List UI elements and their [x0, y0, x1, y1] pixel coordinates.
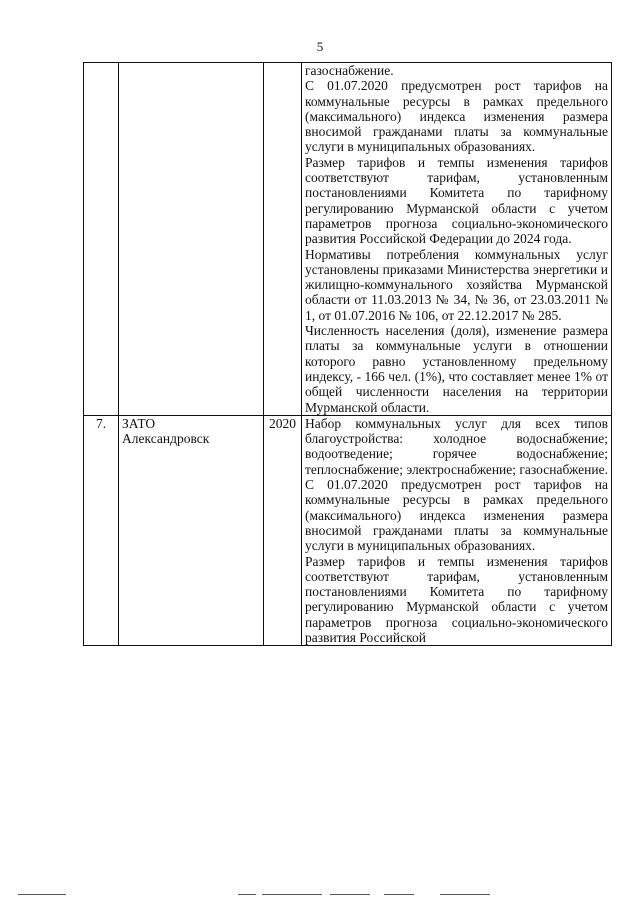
row-number-cell — [84, 63, 119, 416]
description-paragraph: С 01.07.2020 предусмотрен рост тарифов на коммунальные ресурсы в рамках предельного (максимального) индекса изменения размера вносимой гражданами платы за коммунальные услуги в муниципальных образованиях. — [305, 477, 608, 554]
year-cell — [264, 63, 302, 416]
description-paragraph: С 01.07.2020 предусмотрен рост тарифов на коммунальные ресурсы в рамках предельного (максимального) индекса изменения размера вносимой гражданами платы за коммунальные услуги в муниципальных образованиях. — [305, 78, 608, 155]
scan-mark — [384, 894, 414, 895]
scan-mark — [238, 894, 256, 895]
row-number-cell: 7. — [84, 415, 119, 645]
table-row — [84, 63, 612, 416]
scan-edge-marks — [0, 894, 640, 896]
municipality-cell: ЗАТО Александровск — [119, 415, 264, 645]
scan-mark — [330, 894, 370, 895]
table-row — [84, 415, 612, 645]
description-cell — [302, 415, 612, 645]
description-paragraph: Численность населения (доля), изменение размера платы за коммунальные услуги в отношении которого равно установленному предельному индексу, - 166 чел. (1%), что составляет менее 1% от общей численности населения на территории Мурманской области. — [305, 323, 608, 415]
year-cell: 2020 — [264, 415, 302, 645]
description-paragraph: Размер тарифов и темпы изменения тарифов соответствуют тарифам, установленным постановлениями Комитета по тарифному регулированию Мурманской области с учетом параметров прогноза социально-экономического развития Российской — [305, 553, 608, 645]
tariff-table — [83, 62, 612, 646]
page-number: 5 — [316, 39, 324, 54]
scan-mark — [18, 894, 66, 895]
description-paragraph: газоснабжение. — [305, 63, 394, 78]
description-paragraph: Набор коммунальных услуг для всех типов благоустройства: холодное водоснабжение; водоотведение; горячее водоснабжение; теплоснабжение; электроснабжение; газоснабжение. — [305, 415, 608, 477]
description-paragraph: Размер тарифов и темпы изменения тарифов соответствуют тарифам, установленным постановлениями Комитета по тарифному регулированию Мурманской области с учетом параметров прогноза социально-экономического развития Российской Федерации до 2024 года. — [305, 154, 608, 247]
description-cell — [302, 63, 612, 416]
scan-mark — [440, 894, 490, 895]
municipality-cell — [119, 63, 264, 416]
description-paragraph: Нормативы потребления коммунальных услуг установлены приказами Министерства энергетики и жилищно-коммунального хозяйства Мурманской области от 11.03.2013 № 34, № 36, от 23.03.2011 № 1, от 01.07.2016 № 106, от 22.12.2017 № 285. — [305, 246, 608, 323]
scan-mark — [262, 894, 322, 895]
